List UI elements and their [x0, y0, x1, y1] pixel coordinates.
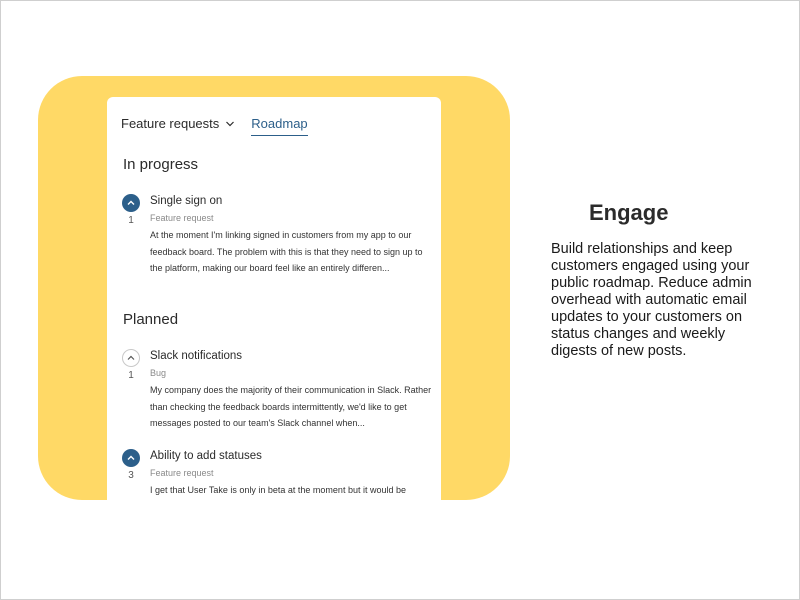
post-type: Bug: [150, 368, 167, 378]
roadmap-preview-panel: [38, 76, 510, 500]
vote-control: [121, 349, 141, 381]
vote-count: 1: [128, 215, 134, 226]
roadmap-tabs: [121, 116, 308, 140]
tab-roadmap[interactable]: Roadmap: [251, 116, 307, 136]
feature-heading: Engage: [589, 200, 669, 225]
upvote-arrow-icon: [126, 453, 136, 463]
section-title-planned: Planned: [123, 311, 179, 328]
post-title[interactable]: Ability to add statuses: [150, 450, 262, 462]
upvote-button[interactable]: [122, 449, 140, 467]
upvote-button[interactable]: [122, 349, 140, 367]
upvote-arrow-icon: [126, 353, 136, 363]
post-description: At the moment I'm linking signed in customers from my app to our feedback board. The problem with this is that they need to sign up to the platform, making our board feel like an entirely differen...: [150, 230, 423, 273]
post-type: Feature request: [150, 468, 214, 478]
post-type: Feature request: [150, 213, 214, 223]
roadmap-card: [107, 97, 441, 500]
post-title[interactable]: Slack notifications: [150, 350, 243, 362]
post-title[interactable]: Single sign on: [150, 195, 223, 207]
vote-control: [121, 449, 141, 481]
upvote-button[interactable]: [122, 194, 140, 212]
vote-control: [121, 194, 141, 226]
post-description: My company does the majority of their communication in Slack. Rather than checking the feedback boards intermittently, we'd like to get messages posted to our team's Slack channel when...: [150, 385, 432, 428]
tab-feature-requests-label: Feature requests: [121, 116, 220, 131]
vote-count: 3: [128, 470, 134, 481]
feature-description: Build relationships and keep customers engaged using your public roadmap. Reduce admin overhead with automatic email updates to your customers on status changes and weekly digests of new posts.: [551, 241, 752, 359]
tab-feature-requests[interactable]: [121, 116, 235, 131]
section-title-in-progress: In progress: [123, 156, 199, 173]
upvote-arrow-icon: [126, 198, 136, 208]
post-description: I get that User Take is only in beta at the moment but it would be: [150, 485, 406, 495]
chevron-down-icon: [225, 119, 235, 129]
vote-count: 1: [128, 370, 134, 381]
